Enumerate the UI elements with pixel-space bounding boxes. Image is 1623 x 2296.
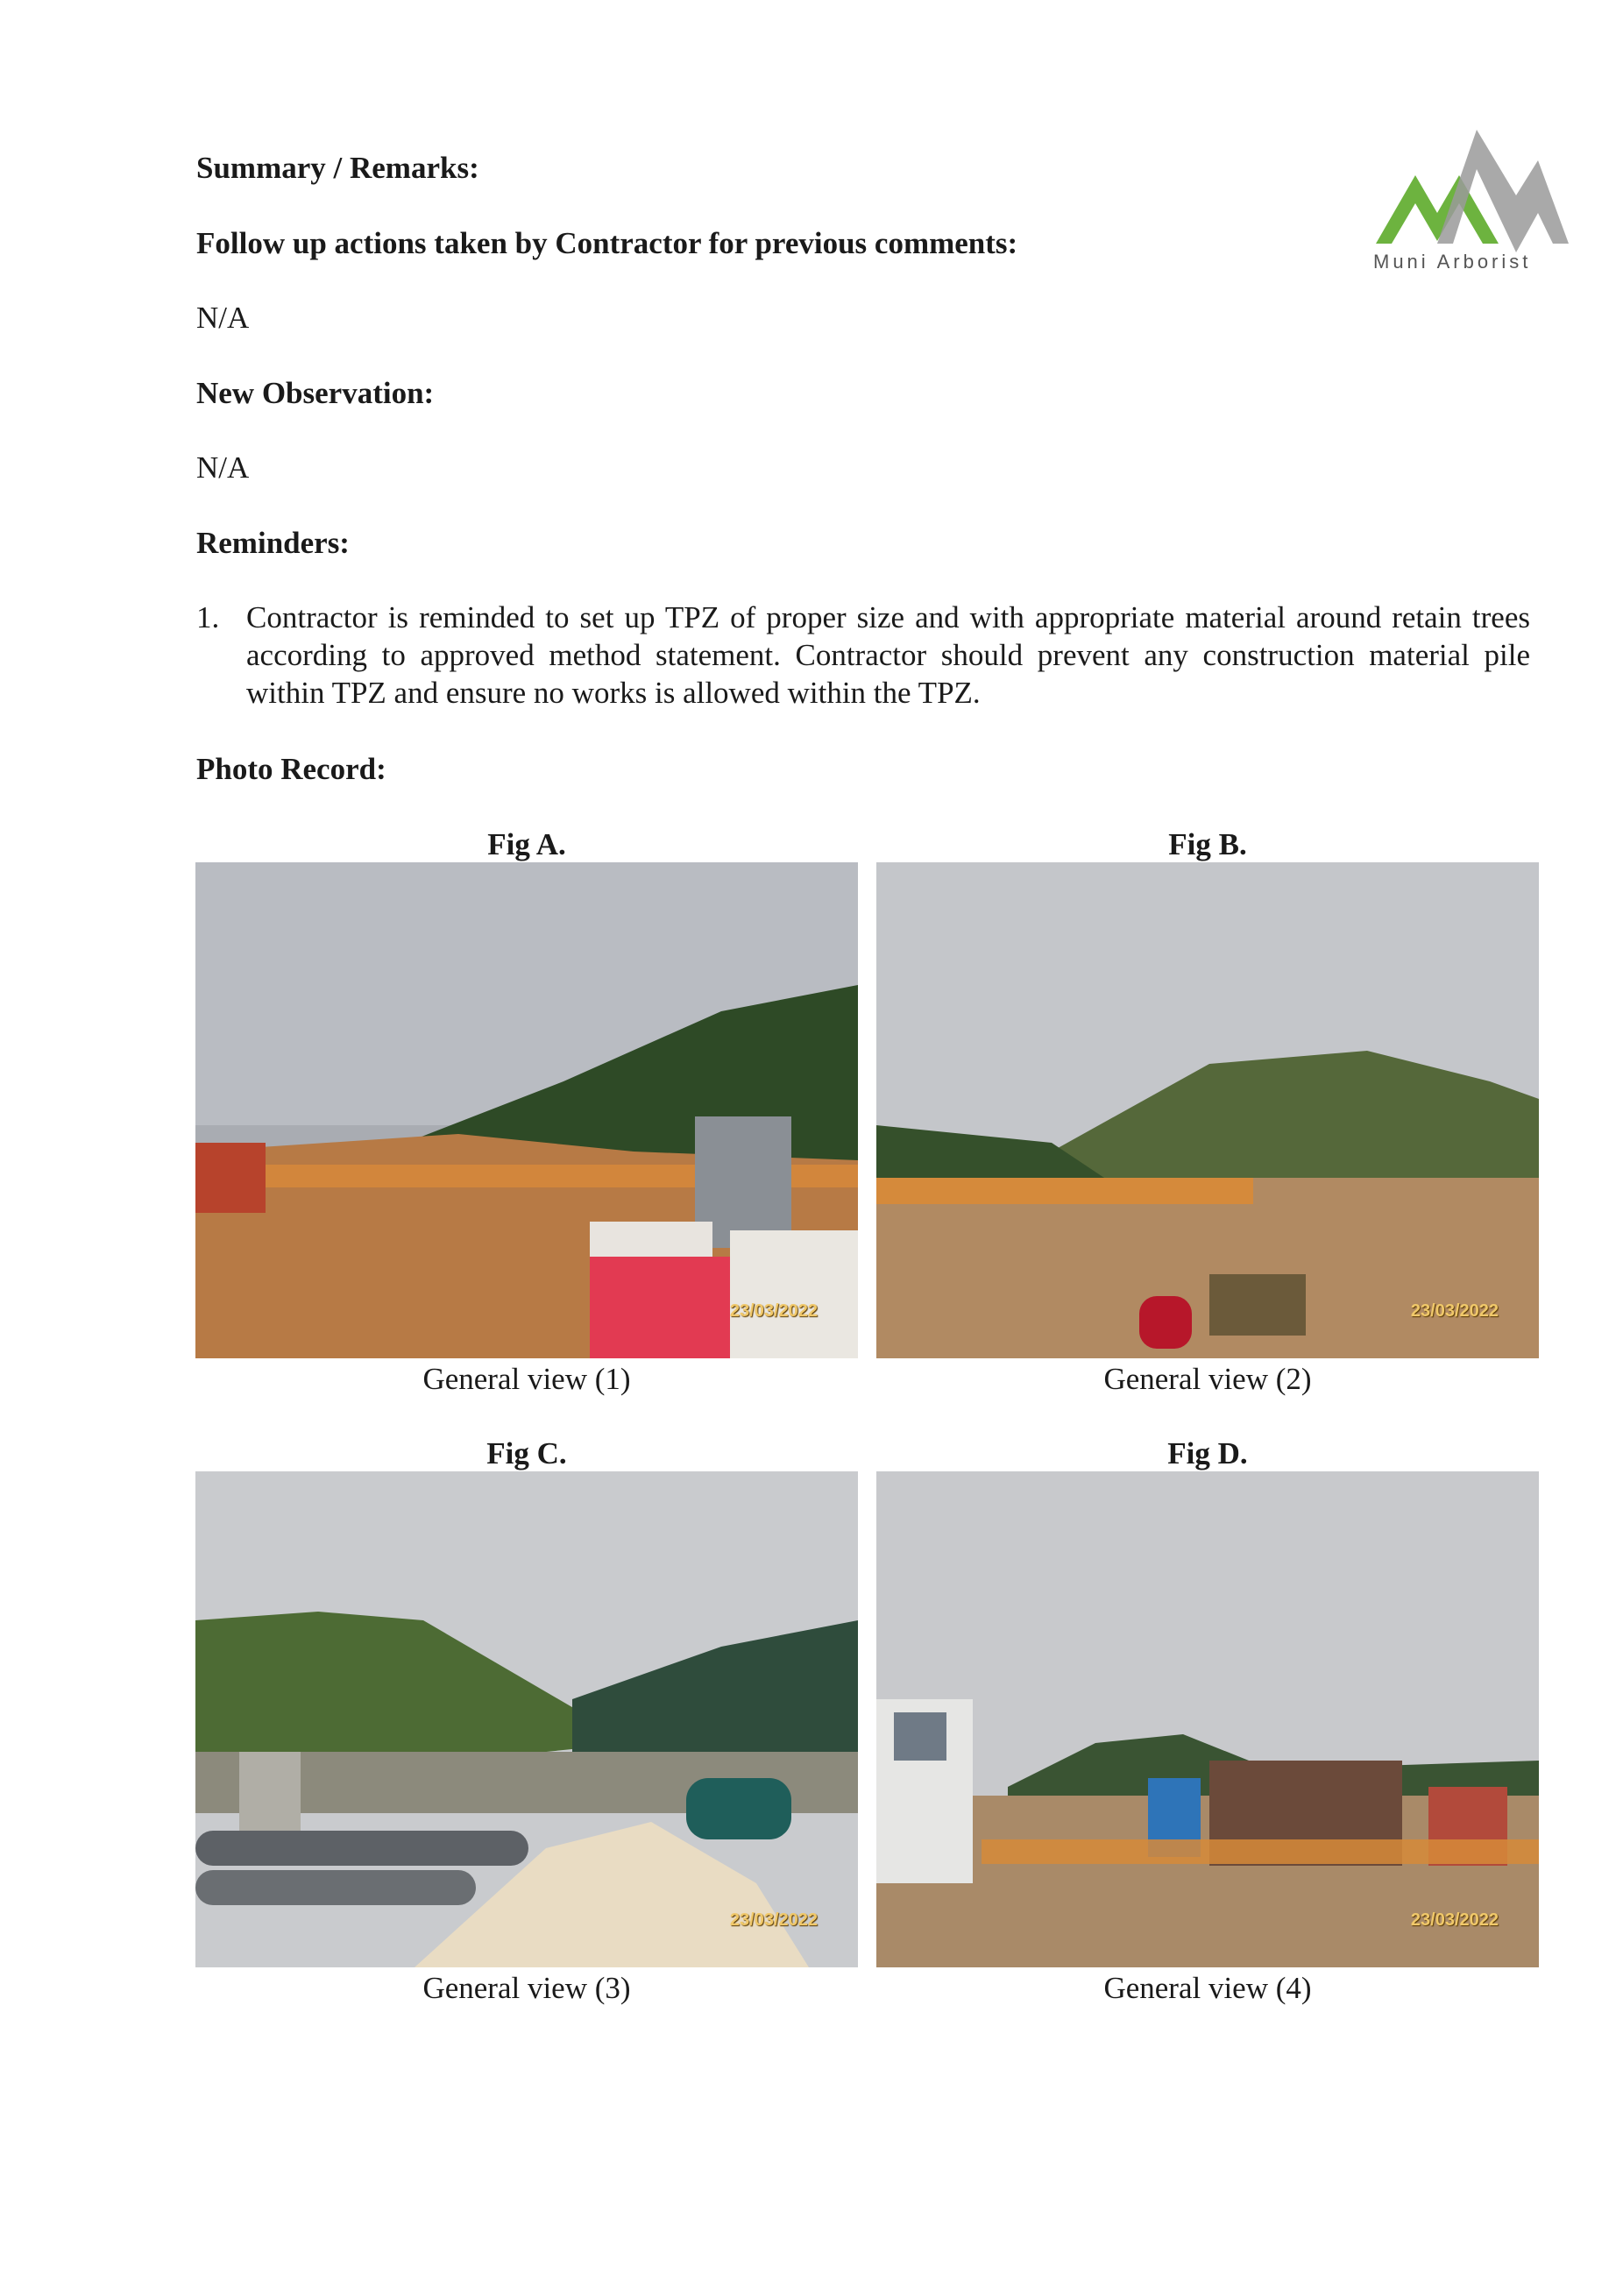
- fig-d-title: Fig D.: [1167, 1436, 1248, 1470]
- fig-a-title: Fig A.: [487, 827, 566, 861]
- fig-c-date-stamp: 23/03/2022: [729, 1910, 818, 1930]
- reminders-heading: Reminders:: [196, 526, 350, 560]
- logo-text: Muni Arborist: [1373, 251, 1532, 273]
- fig-a-date-stamp: 23/03/2022: [729, 1301, 818, 1321]
- fig-b-caption: General view (2): [1103, 1362, 1312, 1396]
- reminder-number: 1.: [196, 600, 220, 634]
- follow-up-text: N/A: [196, 301, 250, 335]
- new-observation-text: N/A: [196, 450, 250, 485]
- fig-c-title: Fig C.: [486, 1436, 567, 1470]
- fig-a-photo: [195, 862, 858, 1358]
- fig-d-date-stamp: 23/03/2022: [1410, 1910, 1499, 1930]
- fig-d-photo: [876, 1471, 1539, 1967]
- fig-b-title: Fig B.: [1168, 827, 1247, 861]
- photo-record-heading: Photo Record:: [196, 752, 386, 786]
- fig-b-date-stamp: 23/03/2022: [1410, 1301, 1499, 1321]
- fig-c-photo: [195, 1471, 858, 1967]
- summary-heading: Summary / Remarks:: [196, 151, 479, 185]
- reminder-text: Contractor is reminded to set up TPZ of proper size and with appropriate material around retain trees according to approved method statement. Contractor should prevent any construction material pile within TPZ and ensure no works is allowed within the TPZ.: [246, 600, 1530, 710]
- new-observation-heading: New Observation:: [196, 376, 435, 410]
- fig-d-caption: General view (4): [1103, 1971, 1312, 2005]
- fig-c-caption: General view (3): [422, 1971, 631, 2005]
- fig-b-photo: [876, 862, 1539, 1358]
- fig-a-caption: General view (1): [422, 1362, 631, 1396]
- follow-up-heading: Follow up actions taken by Contractor for previous comments:: [196, 226, 1018, 260]
